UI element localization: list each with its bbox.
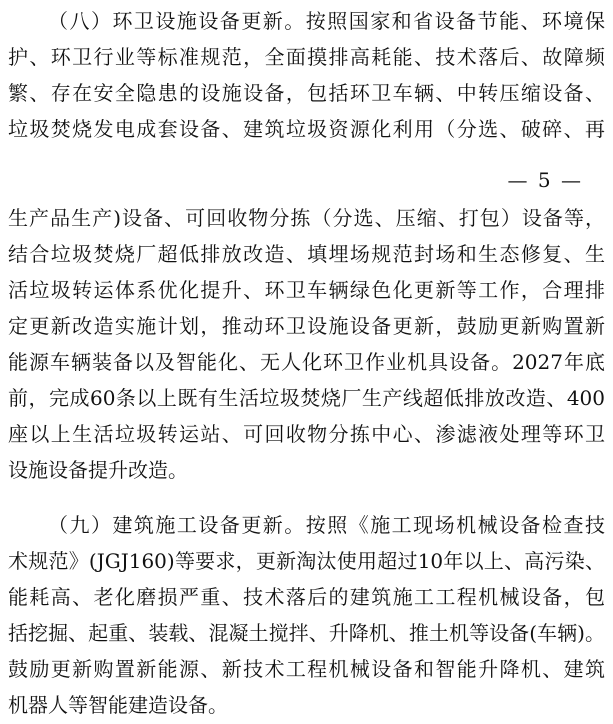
text-line: 前，完成60条以上既有生活垃圾焚烧厂生产线超低排放改造、400 (8, 386, 605, 410)
text-line: 定更新改造实施计划，推动环卫设施设备更新，鼓励更新购置新 (8, 314, 605, 338)
text-line: 机器人等智能建造设备。 (8, 693, 228, 717)
text-line: 生产品生产)设备、可回收物分拣（分选、压缩、打包）设备等， (8, 206, 605, 230)
text-line: 活垃圾转运体系优化提升、环卫车辆绿色化更新等工作，合理排 (8, 278, 605, 302)
text-line: （八）环卫设施设备更新。按照国家和省设备节能、环境保 (48, 9, 605, 33)
text-line: 垃圾焚烧发电成套设备、建筑垃圾资源化利用（分选、破碎、再 (8, 117, 605, 141)
text-line: （九）建筑施工设备更新。按照《施工现场机械设备检查技 (48, 513, 605, 537)
text-line: 设施设备提升改造。 (8, 458, 188, 482)
text-line: 护、环卫行业等标准规范，全面摸排高耗能、技术落后、故障频 (8, 45, 605, 69)
text-line: 结合垃圾焚烧厂超低排放改造、填埋场规范封场和生态修复、生 (8, 242, 605, 266)
text-line: 能源车辆装备以及智能化、无人化环卫作业机具设备。2027年底 (8, 350, 605, 374)
text-line: 繁、存在安全隐患的设施设备，包括环卫车辆、中转压缩设备、 (8, 81, 605, 105)
text-line: 括挖掘、起重、装载、混凝土搅拌、升降机、推土机等设备(车辆)。 (8, 621, 605, 645)
text-line: 座以上生活垃圾转运站、可回收物分拣中心、渗滤液处理等环卫 (8, 422, 605, 446)
page-number: — 5 — (507, 168, 583, 192)
text-line: 能耗高、老化磨损严重、技术落后的建筑施工工程机械设备，包 (8, 585, 605, 609)
text-line: 鼓励更新购置新能源、新技术工程机械设备和智能升降机、建筑 (8, 657, 605, 681)
text-line: 术规范》(JGJ160)等要求，更新淘汰使用超过10年以上、高污染、 (8, 549, 605, 573)
